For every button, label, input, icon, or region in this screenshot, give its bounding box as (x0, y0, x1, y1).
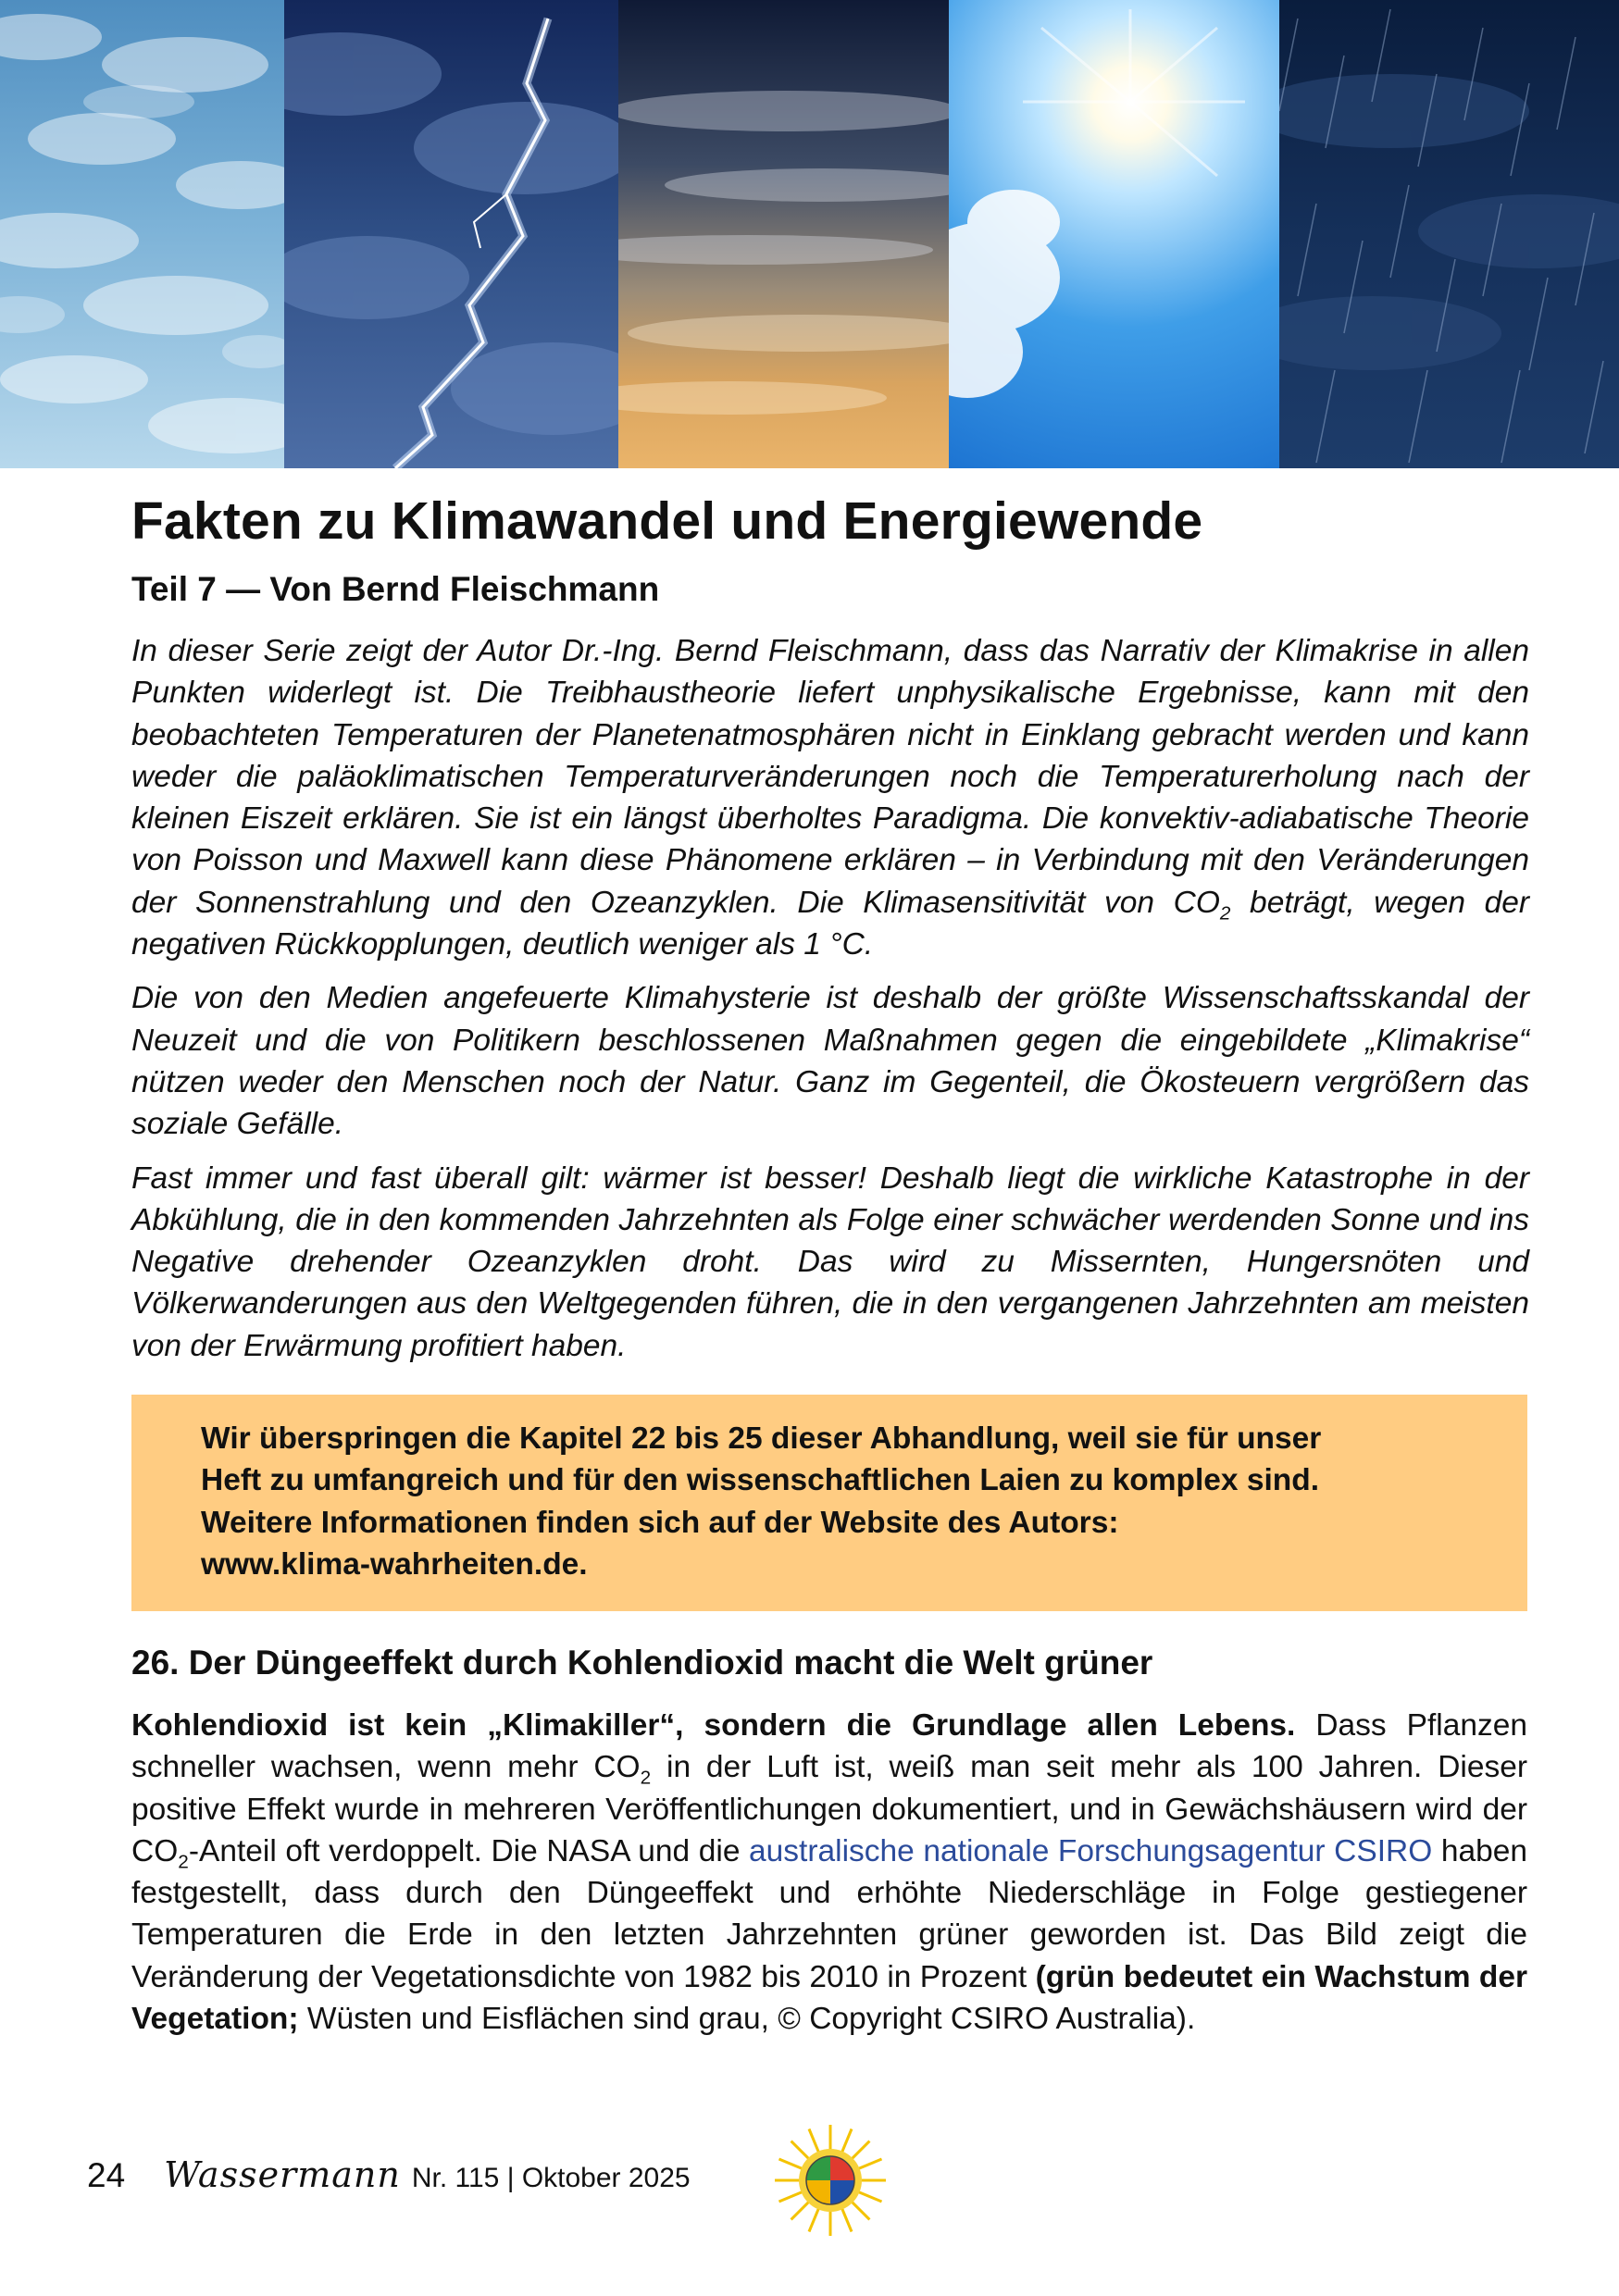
body-text: -Anteil oft verdoppelt. Die NASA und die (188, 1833, 750, 1868)
body-text: Wüsten und Eisflächen sind grau, © Copyright CSIRO Australia). (298, 2002, 1196, 2037)
editor-note-line: Weitere Informationen finden sich auf der Website des Autors: (201, 1505, 1119, 1540)
intro-paragraph-1 (131, 630, 1529, 965)
subscript: 2 (1219, 902, 1231, 925)
page-number: 24 (87, 2156, 126, 2194)
article-intro (131, 630, 1529, 1379)
intro-paragraph-3: Fast immer und fast überall gilt: wärmer ist besser! Deshalb liegt die wirkliche Katastrophe in der Abkühlung, die in den kommenden Jahrzehnten als Folge einer schwächer werdenden Sonne und ins Negative drehender Ozeanzyklen droht. Das wird zu Missernten, Hungersnöten und Völkerwanderungen aus den Weltgegenden führen, die in den vergangenen Jahrzehnten am meisten von der Erwärmung profitiert haben. (131, 1160, 1529, 1363)
body-text: haben festgestellt, dass durch den Düngeeffekt und erhöhte Niederschläge in Folge gestiegener Temperaturen die Erde in den letzten Jahrzehnten grüner geworden ist. Das Bild zeigt die Veränderung der Vegetationsdichte von 1982 bis 2010 in Prozent (131, 1833, 1527, 1994)
intro-text: beträgt, wegen der negativen Rückkopplungen, deutlich weniger als 1 °C. (131, 885, 1529, 962)
subscript: 2 (640, 1767, 652, 1789)
weather-banner (0, 0, 1619, 468)
sun-medicine-wheel-icon (771, 2121, 890, 2240)
body-text: Dass Pflanzen schneller wachsen, wenn mehr CO (131, 1708, 1528, 1785)
banner-panel-sunset-clouds (618, 0, 949, 468)
issue-info: Nr. 115 | Oktober 2025 (411, 2163, 691, 2193)
banner-panel-lightning (284, 0, 618, 468)
page-footer (87, 2154, 691, 2195)
article-title: Fakten zu Klimawandel und Energiewende (131, 491, 1203, 551)
lead-sentence: Kohlendioxid ist kein „Klimakiller“, sondern die Grundlage allen Lebens. (131, 1708, 1296, 1743)
banner-panel-rain (1279, 0, 1619, 468)
editor-note-text (201, 1418, 1478, 1585)
bold-note: (grün bedeutet ein Wachstum der Vegetation; (131, 1959, 1528, 2037)
intro-paragraph-2: Die von den Medien angefeuerte Klimahysterie ist deshalb der größte Wissenschaftsskandal der Neuzeit und die von Politikern beschlossenen Maßnahmen gegen die eingebildete „Klimakrise“ nützen weder den Menschen noch der Natur. Ganz im Gegenteil, die Ökosteuern vergrößern das soziale Gefälle. (131, 981, 1529, 1142)
banner-panel-cloudy-sky (0, 0, 284, 468)
section-heading: 26. Der Düngeeffekt durch Kohlendioxid macht die Welt grüner (131, 1644, 1153, 1682)
body-text: in der Luft ist, weiß man seit mehr als 100 Jahren. Dieser positive Effekt wurde in mehreren Veröffentlichungen dokumentiert, und in Gewächshäusern wird der CO (131, 1750, 1527, 1868)
magazine-name: Wassermann (164, 2154, 401, 2195)
editor-note-box (131, 1395, 1527, 1611)
editor-note-line: Heft zu umfangreich und für den wissenschaftlichen Laien zu komplex sind. (201, 1463, 1320, 1498)
csiro-link[interactable]: australische nationale Forschungsagentur CSIRO (749, 1833, 1433, 1868)
editor-note-line: Wir überspringen die Kapitel 22 bis 25 dieser Abhandlung, weil sie für unser (201, 1421, 1322, 1456)
article-subtitle: Teil 7 — Von Bernd Fleischmann (131, 570, 660, 608)
intro-text: In dieser Serie zeigt der Autor Dr.-Ing. Bernd Fleischmann, dass das Narrativ der Klimakrise in allen Punkten widerlegt ist. Die Treibhaustheorie liefert unphysikalische Ergebnisse, kann mit den beobachteten Temperaturen der Planetenatmosphären nicht in Einklang gebracht werden und kann weder die paläoklimatischen Temperaturveränderungen noch die Temperaturerholung nach der kleinen Eiszeit erklären. Sie ist ein längst überholtes Paradigma. Die konvektiv-adiabatische Theorie von Poisson und Maxwell kann diese Phänomene erklären – in Verbindung mit den Veränderungen der Sonnenstrahlung und den Ozeanzyklen. Die Klimasensitivität von CO (131, 634, 1529, 920)
banner-panel-sun (949, 0, 1279, 468)
section-body (131, 1705, 1527, 2040)
subscript: 2 (178, 1851, 189, 1873)
author-website-link[interactable]: www.klima-wahrheiten.de. (201, 1546, 588, 1582)
